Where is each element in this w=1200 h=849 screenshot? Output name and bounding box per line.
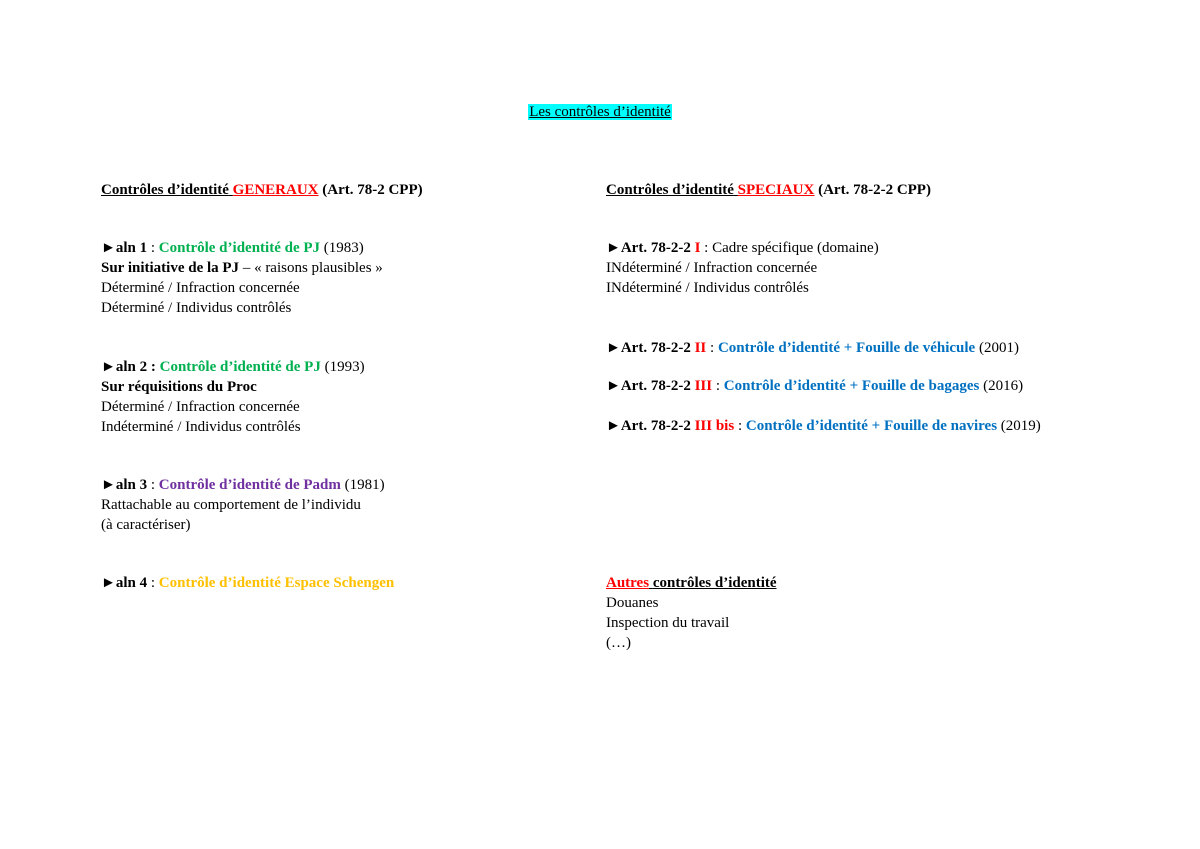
autres-heading-label: contrôles d’identité [652,575,777,591]
item-marker: ►aln 3 [101,477,148,493]
item-detail-line: (à caractériser) [101,517,191,533]
autres-heading [606,573,777,593]
item-separator: : [710,340,715,356]
item-title-line [101,357,365,377]
speciaux-heading-keyword: SPECIAUX [737,182,815,198]
generaux-heading-label: Contrôles d’identité [101,182,229,198]
autres-heading-keyword: Autres [606,575,650,591]
item-basis-detail: – « raisons plausibles » [242,260,383,276]
item-infraction: Déterminé / Infraction concernée [101,399,300,415]
item-year: (2016) [983,378,1024,394]
item-name: Contrôle d’identité de PJ [158,240,321,256]
item-paragraph: II [694,340,707,356]
item-title-line [101,475,385,495]
item-name: Contrôle d’identité de Padm [158,477,341,493]
generaux-heading-keyword: GENERAUX [232,182,319,198]
item-detail-line: Rattachable au comportement de l’individu [101,497,361,513]
item-year: (2019) [1000,418,1041,434]
item-separator: : [150,477,156,493]
item-marker: ►Art. 78-2-2 [606,240,691,256]
item-year: (1983) [323,240,364,256]
autres-item: (…) [606,635,631,651]
generaux-item-aln-2 [101,357,365,437]
speciaux-item-III [606,376,1023,396]
speciaux-item-II [606,338,1019,358]
speciaux-item-III-bis [606,416,1041,436]
item-name: Cadre spécifique (domaine) [712,240,879,256]
item-year: (1993) [324,359,365,375]
document-title [0,102,1200,122]
autres-item: Douanes [606,595,659,611]
item-title-line [606,416,1041,436]
item-marker: ►Art. 78-2-2 [606,418,691,434]
item-separator: : [715,378,721,394]
speciaux-heading [606,180,931,200]
item-marker: ►Art. 78-2-2 [606,378,691,394]
speciaux-heading-reference: (Art. 78-2-2 CPP) [818,182,931,198]
item-name: Contrôle d’identité de PJ [159,359,321,375]
autres-heading-underlined [606,575,777,591]
item-title-line [101,573,394,593]
item-title-line [606,238,879,258]
generaux-heading [101,180,423,200]
item-title-line [101,238,383,258]
item-marker: ►aln 4 [101,575,148,591]
item-marker: ►aln 2 [101,359,148,375]
item-title-line [606,376,1023,396]
item-marker: ►Art. 78-2-2 [606,340,691,356]
item-basis: Sur réquisitions du Proc [101,379,257,395]
item-individus: Indéterminé / Individus contrôlés [101,419,301,435]
item-paragraph: I [694,240,701,256]
item-infraction: Déterminé / Infraction concernée [101,280,300,296]
generaux-item-aln-3 [101,475,385,535]
item-separator: : [150,359,156,375]
speciaux-item-I [606,238,879,298]
item-name: Contrôle d’identité + Fouille de véhicule [717,340,976,356]
item-separator: : [704,240,709,256]
item-basis: Sur initiative de la PJ [101,260,240,276]
generaux-item-aln-1 [101,238,383,318]
item-detail-line: INdéterminé / Individus contrôlés [606,280,809,296]
generaux-item-aln-4 [101,573,394,593]
speciaux-heading-underlined [606,182,814,198]
item-paragraph: III [694,378,713,394]
item-year: (2001) [978,340,1019,356]
autres-item: Inspection du travail [606,615,730,631]
item-marker: ►aln 1 [101,240,148,256]
item-separator: : [150,575,156,591]
item-individus: Déterminé / Individus contrôlés [101,300,292,316]
item-paragraph: III bis [694,418,735,434]
item-name: Contrôle d’identité + Fouille de bagages [723,378,980,394]
generaux-heading-reference: (Art. 78-2 CPP) [322,182,423,198]
item-separator: : [150,240,156,256]
item-name: Contrôle d’identité + Fouille de navires [745,418,998,434]
generaux-heading-underlined [101,182,319,198]
item-separator: : [737,418,743,434]
autres-section [606,573,777,653]
item-basis-line [101,258,383,278]
item-year: (1981) [344,477,385,493]
speciaux-heading-label: Contrôles d’identité [606,182,734,198]
document-title-text: Les contrôles d’identité [529,104,671,120]
item-name: Contrôle d’identité Espace Schengen [158,575,395,591]
item-detail-line: INdéterminé / Infraction concernée [606,260,818,276]
item-title-line [606,338,1019,358]
